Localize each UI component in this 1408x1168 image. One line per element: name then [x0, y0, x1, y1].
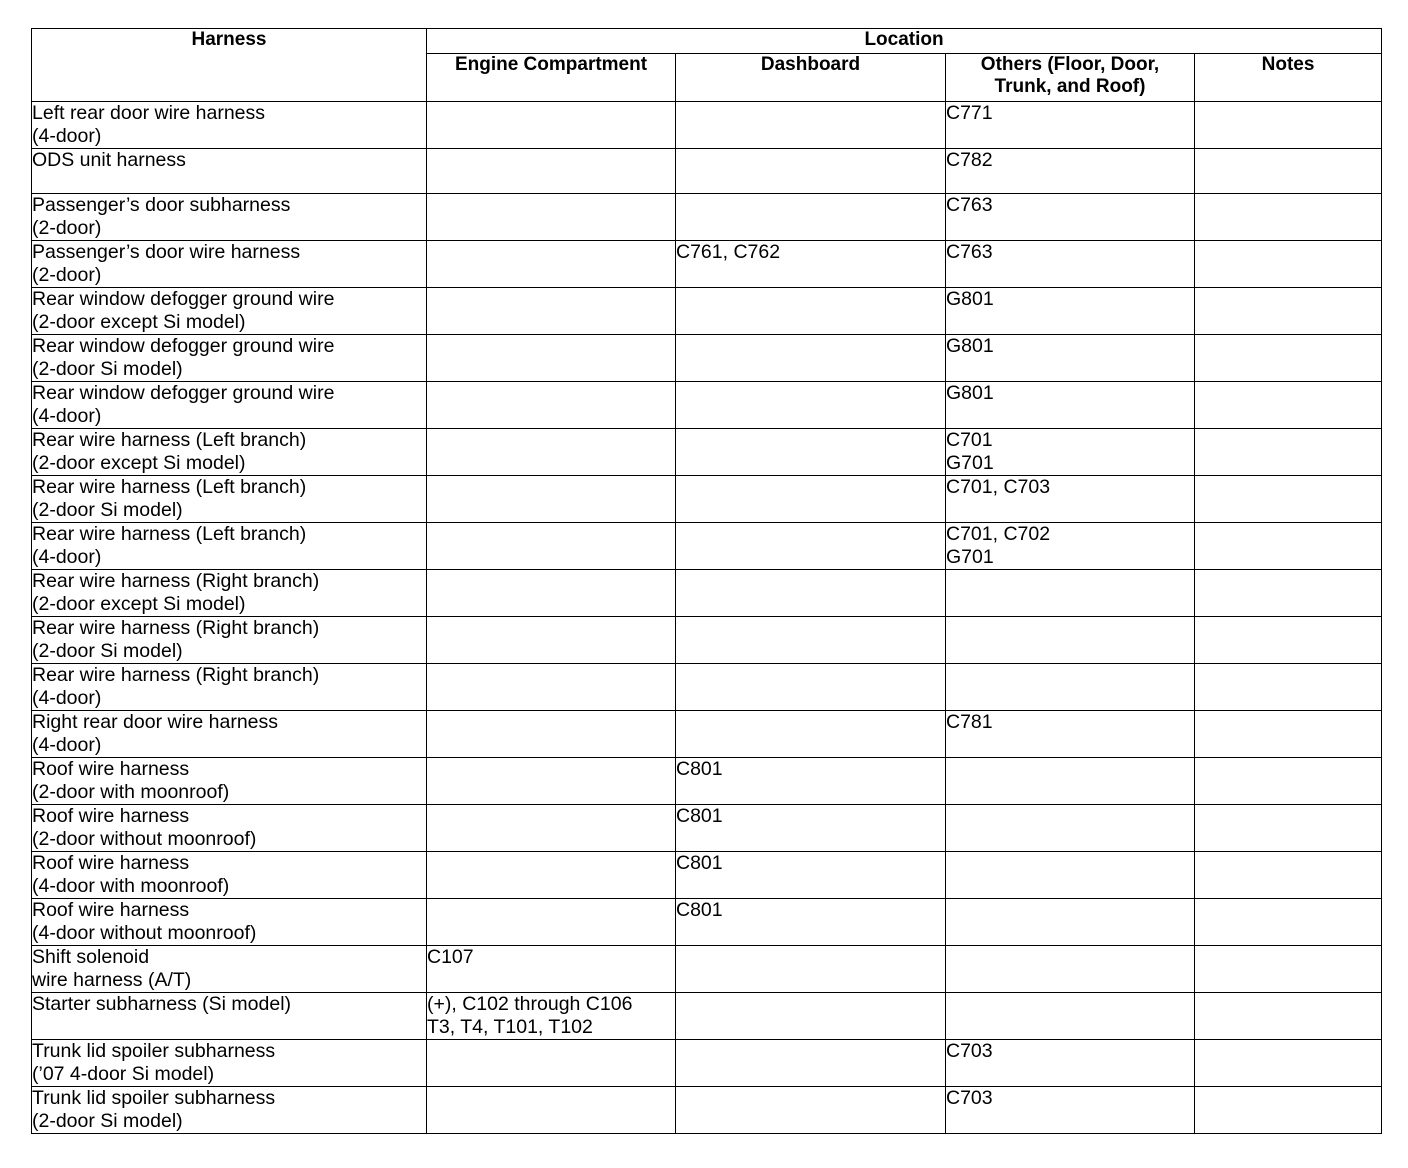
cell-text: Rear window defogger ground wire [32, 335, 335, 357]
dashboard-cell [676, 617, 946, 664]
cell-text: Rear wire harness (Right branch) [32, 570, 320, 592]
engine-compartment-cell [427, 664, 676, 711]
cell-text: T3, T4, T101, T102 [427, 1016, 593, 1038]
table-row [32, 617, 1382, 664]
notes-cell [1195, 102, 1382, 149]
notes-cell [1195, 711, 1382, 758]
dashboard-cell [676, 429, 946, 476]
cell-text: (2-door with moonroof) [32, 781, 230, 803]
table-row [32, 946, 1382, 993]
cell-text: Roof wire harness [32, 805, 190, 827]
dashboard-cell [676, 1087, 946, 1134]
cell-text: (4-door) [32, 546, 102, 568]
engine-compartment-cell [427, 476, 676, 523]
table-row [32, 523, 1382, 570]
notes-cell [1195, 617, 1382, 664]
cell-text: C801 [676, 758, 723, 780]
harness-cell [32, 382, 427, 429]
notes-cell [1195, 335, 1382, 382]
table-row [32, 429, 1382, 476]
header-engine-compartment: Engine Compartment [427, 54, 676, 102]
others-cell [946, 288, 1195, 335]
dashboard-cell [676, 382, 946, 429]
harness-cell [32, 1087, 427, 1134]
header-location: Location [427, 29, 1382, 54]
others-cell [946, 852, 1195, 899]
others-cell [946, 335, 1195, 382]
engine-compartment-cell [427, 805, 676, 852]
harness-cell [32, 852, 427, 899]
cell-text: G801 [946, 288, 994, 310]
cell-text: Rear wire harness (Right branch) [32, 617, 320, 639]
notes-cell [1195, 149, 1382, 194]
cell-text: Trunk lid spoiler subharness [32, 1040, 276, 1062]
cell-text: C701 [946, 429, 993, 451]
harness-cell [32, 241, 427, 288]
engine-compartment-cell [427, 993, 676, 1040]
others-cell [946, 993, 1195, 1040]
cell-text: Rear wire harness (Left branch) [32, 523, 307, 545]
cell-text: C763 [946, 194, 993, 216]
others-cell [946, 664, 1195, 711]
engine-compartment-cell [427, 570, 676, 617]
table-row [32, 149, 1382, 194]
engine-compartment-cell [427, 523, 676, 570]
harness-cell [32, 102, 427, 149]
cell-text: C781 [946, 711, 993, 733]
others-cell [946, 429, 1195, 476]
others-cell [946, 476, 1195, 523]
cell-text: G801 [946, 335, 994, 357]
others-cell [946, 570, 1195, 617]
notes-cell [1195, 664, 1382, 711]
harness-cell [32, 664, 427, 711]
harness-cell [32, 711, 427, 758]
dashboard-cell [676, 335, 946, 382]
dashboard-cell [676, 805, 946, 852]
notes-cell [1195, 570, 1382, 617]
notes-cell [1195, 1087, 1382, 1134]
harness-cell [32, 805, 427, 852]
harness-cell [32, 570, 427, 617]
harness-cell [32, 946, 427, 993]
dashboard-cell [676, 993, 946, 1040]
cell-text: C107 [427, 946, 474, 968]
others-cell [946, 1087, 1195, 1134]
harness-cell [32, 1040, 427, 1087]
cell-text: C801 [676, 899, 723, 921]
harness-cell [32, 993, 427, 1040]
notes-cell [1195, 805, 1382, 852]
others-cell [946, 149, 1195, 194]
dashboard-cell [676, 946, 946, 993]
cell-text: C801 [676, 805, 723, 827]
others-cell [946, 711, 1195, 758]
cell-text: C801 [676, 852, 723, 874]
engine-compartment-cell [427, 617, 676, 664]
cell-text: (4-door) [32, 125, 102, 147]
dashboard-cell [676, 241, 946, 288]
cell-text: G801 [946, 382, 994, 404]
cell-text: C703 [946, 1040, 993, 1062]
cell-text: (4-door with moonroof) [32, 875, 230, 897]
table-body [32, 102, 1382, 1134]
dashboard-cell [676, 194, 946, 241]
notes-cell [1195, 194, 1382, 241]
cell-text: Rear window defogger ground wire [32, 288, 335, 310]
engine-compartment-cell [427, 899, 676, 946]
table-row [32, 899, 1382, 946]
others-cell [946, 758, 1195, 805]
table-row [32, 476, 1382, 523]
cell-text: Right rear door wire harness [32, 711, 279, 733]
header-dashboard: Dashboard [676, 54, 946, 102]
engine-compartment-cell [427, 149, 676, 194]
cell-text: C761, C762 [676, 241, 781, 263]
cell-text: C703 [946, 1087, 993, 1109]
table-row [32, 993, 1382, 1040]
header-others: Others (Floor, Door, Trunk, and Roof) [946, 54, 1195, 102]
others-cell [946, 899, 1195, 946]
engine-compartment-cell [427, 382, 676, 429]
cell-text: C782 [946, 149, 993, 171]
cell-text: Roof wire harness [32, 899, 190, 921]
cell-text: (4-door without moonroof) [32, 922, 257, 944]
cell-text: Trunk lid spoiler subharness [32, 1087, 276, 1109]
cell-text: (2-door Si model) [32, 358, 183, 380]
cell-text: Left rear door wire harness [32, 102, 266, 124]
cell-text: Rear wire harness (Left branch) [32, 476, 307, 498]
notes-cell [1195, 382, 1382, 429]
cell-text: (4-door) [32, 687, 102, 709]
others-cell [946, 102, 1195, 149]
cell-text: (’07 4-door Si model) [32, 1063, 215, 1085]
others-cell [946, 194, 1195, 241]
cell-text: (4-door) [32, 405, 102, 427]
dashboard-cell [676, 1040, 946, 1087]
others-cell [946, 382, 1195, 429]
engine-compartment-cell [427, 758, 676, 805]
dashboard-cell [676, 758, 946, 805]
notes-cell [1195, 429, 1382, 476]
header-harness: Harness [32, 29, 427, 102]
cell-text: (2-door) [32, 264, 102, 286]
notes-cell [1195, 523, 1382, 570]
engine-compartment-cell [427, 335, 676, 382]
harness-cell [32, 335, 427, 382]
cell-text: (2-door Si model) [32, 640, 183, 662]
notes-cell [1195, 476, 1382, 523]
cell-text: Roof wire harness [32, 758, 190, 780]
cell-text: Rear wire harness (Left branch) [32, 429, 307, 451]
others-cell [946, 523, 1195, 570]
cell-text: (2-door except Si model) [32, 452, 246, 474]
table-row [32, 852, 1382, 899]
dashboard-cell [676, 476, 946, 523]
harness-cell [32, 523, 427, 570]
table-row [32, 288, 1382, 335]
notes-cell [1195, 852, 1382, 899]
cell-text: (2-door Si model) [32, 1110, 183, 1132]
notes-cell [1195, 288, 1382, 335]
table-row [32, 570, 1382, 617]
engine-compartment-cell [427, 429, 676, 476]
engine-compartment-cell [427, 946, 676, 993]
cell-text: Passenger’s door subharness [32, 194, 291, 216]
dashboard-cell [676, 711, 946, 758]
dashboard-cell [676, 149, 946, 194]
cell-text: (2-door except Si model) [32, 311, 246, 333]
cell-text: C701, C702 [946, 523, 1051, 545]
harness-cell [32, 288, 427, 335]
notes-cell [1195, 241, 1382, 288]
cell-text: C763 [946, 241, 993, 263]
harness-cell [32, 617, 427, 664]
table-row [32, 102, 1382, 149]
engine-compartment-cell [427, 241, 676, 288]
table-row [32, 382, 1382, 429]
cell-text: C771 [946, 102, 993, 124]
cell-text: G701 [946, 452, 994, 474]
cell-text: ODS unit harness [32, 149, 186, 171]
engine-compartment-cell [427, 288, 676, 335]
notes-cell [1195, 946, 1382, 993]
cell-text: (2-door Si model) [32, 499, 183, 521]
notes-cell [1195, 899, 1382, 946]
dashboard-cell [676, 523, 946, 570]
notes-cell [1195, 1040, 1382, 1087]
others-cell [946, 617, 1195, 664]
cell-text: C701, C703 [946, 476, 1051, 498]
cell-text: Rear window defogger ground wire [32, 382, 335, 404]
table-row [32, 758, 1382, 805]
header-notes: Notes [1195, 54, 1382, 102]
dashboard-cell [676, 102, 946, 149]
engine-compartment-cell [427, 1040, 676, 1087]
cell-text: (4-door) [32, 734, 102, 756]
harness-cell [32, 194, 427, 241]
header-row-top [32, 29, 1382, 54]
dashboard-cell [676, 288, 946, 335]
engine-compartment-cell [427, 102, 676, 149]
notes-cell [1195, 758, 1382, 805]
dashboard-cell [676, 899, 946, 946]
dashboard-cell [676, 664, 946, 711]
others-cell [946, 946, 1195, 993]
notes-cell [1195, 993, 1382, 1040]
dashboard-cell [676, 570, 946, 617]
cell-text: Roof wire harness [32, 852, 190, 874]
table-row [32, 805, 1382, 852]
cell-text: G701 [946, 546, 994, 568]
table-row [32, 711, 1382, 758]
dashboard-cell [676, 852, 946, 899]
table-row [32, 1040, 1382, 1087]
harness-cell [32, 476, 427, 523]
others-cell [946, 1040, 1195, 1087]
harness-cell [32, 429, 427, 476]
table-row [32, 335, 1382, 382]
engine-compartment-cell [427, 1087, 676, 1134]
harness-cell [32, 149, 427, 194]
cell-text: (2-door) [32, 217, 102, 239]
table-row [32, 194, 1382, 241]
table-row [32, 664, 1382, 711]
harness-cell [32, 899, 427, 946]
cell-text: (2-door without moonroof) [32, 828, 257, 850]
harness-cell [32, 758, 427, 805]
cell-text: (+), C102 through C106 [427, 993, 633, 1015]
table-header [32, 29, 1382, 102]
harness-location-table [31, 28, 1382, 1134]
cell-text: (2-door except Si model) [32, 593, 246, 615]
cell-text: Rear wire harness (Right branch) [32, 664, 320, 686]
cell-text: Shift solenoid [32, 946, 150, 968]
cell-text: Passenger’s door wire harness [32, 241, 301, 263]
engine-compartment-cell [427, 711, 676, 758]
table-row [32, 1087, 1382, 1134]
engine-compartment-cell [427, 194, 676, 241]
others-cell [946, 805, 1195, 852]
others-cell [946, 241, 1195, 288]
cell-text: Starter subharness (Si model) [32, 993, 292, 1015]
engine-compartment-cell [427, 852, 676, 899]
cell-text: wire harness (A/T) [32, 969, 192, 991]
table-row [32, 241, 1382, 288]
